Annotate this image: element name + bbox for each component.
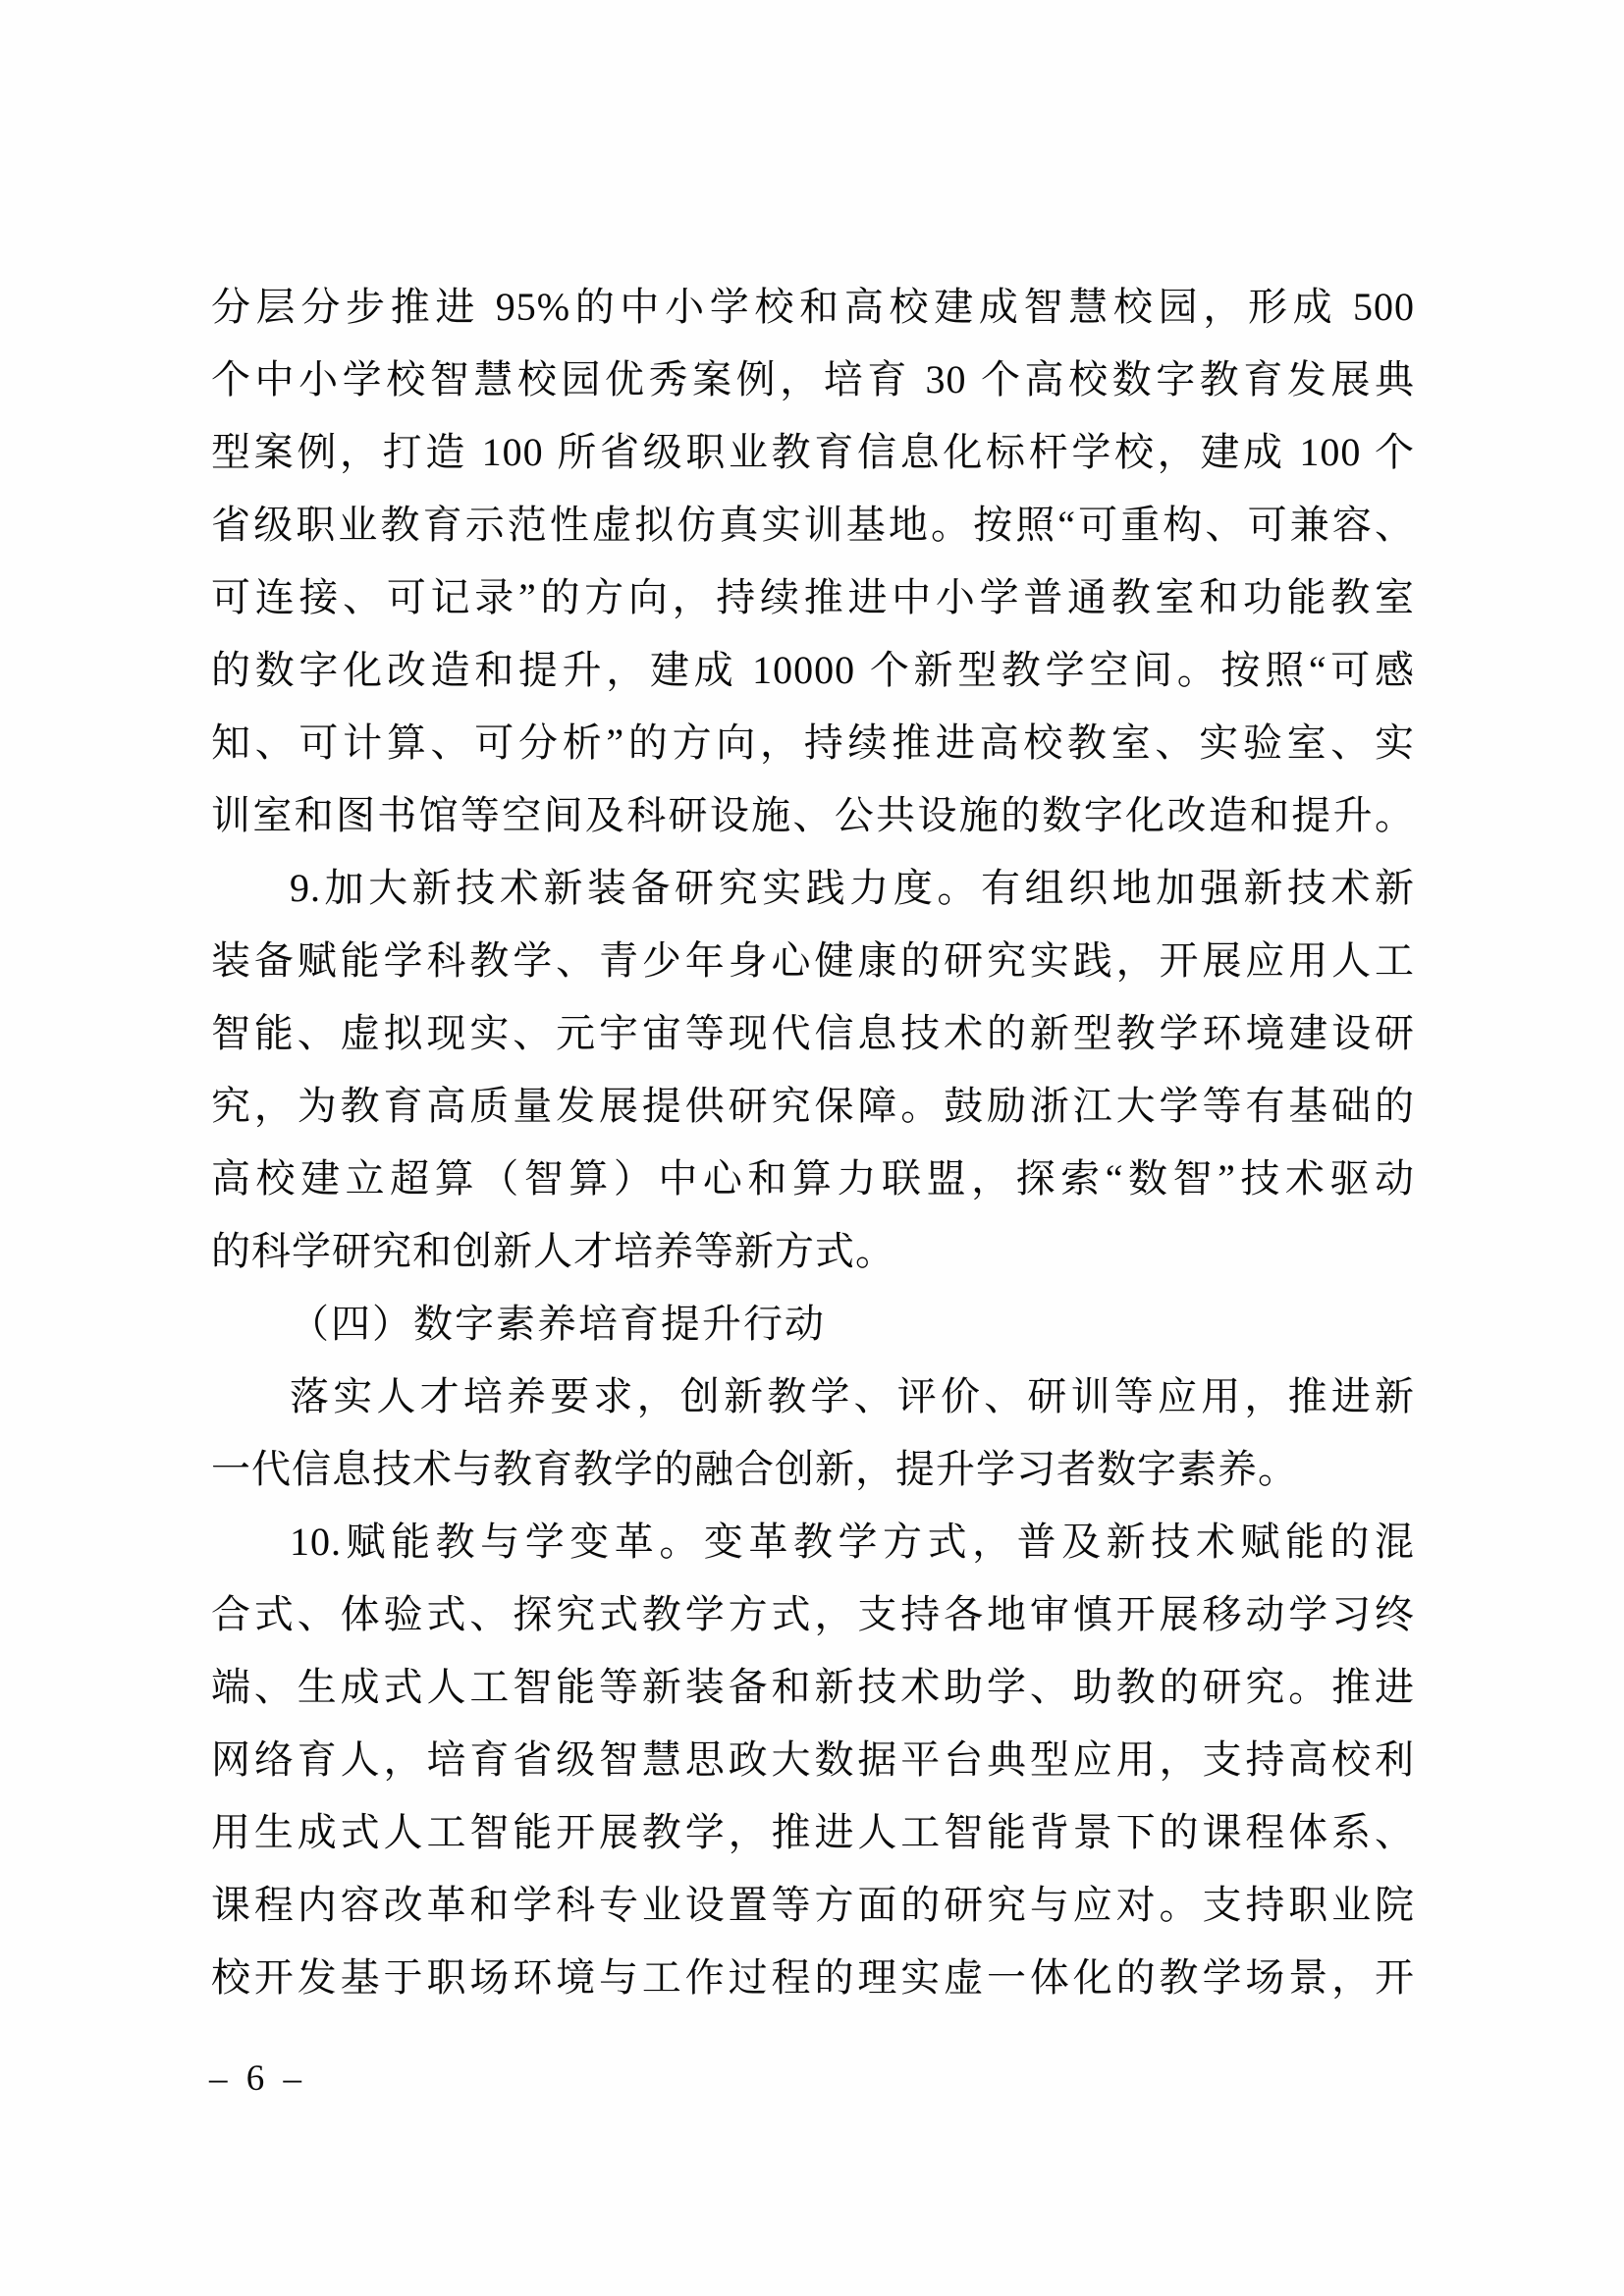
text-line: 校开发基于职场环境与工作过程的理实虚一体化的教学场景，开 xyxy=(211,1955,1415,2000)
text-line: 课程内容改革和学科专业设置等方面的研究与应对。支持职业院 xyxy=(211,1883,1415,1927)
text-line: 究，为教育高质量发展提供研究保障。鼓励浙江大学等有基础的 xyxy=(211,1084,1415,1128)
text-line: 一代信息技术与教育教学的融合创新，提升学习者数字素养。 xyxy=(211,1447,1298,1491)
text-line: 10.赋能教与学变革。变革教学方式，普及新技术赋能的混 xyxy=(290,1520,1415,1564)
text-line: 9.加大新技术新装备研究实践力度。有组织地加强新技术新 xyxy=(290,866,1415,910)
text-line: 个中小学校智慧校园优秀案例，培育 30 个高校数字教育发展典 xyxy=(211,357,1415,401)
text-line: 落实人才培养要求，创新教学、评价、研训等应用，推进新 xyxy=(290,1374,1415,1418)
text-line: 的数字化改造和提升，建成 10000 个新型教学空间。按照“可感 xyxy=(211,648,1415,692)
text-line: 智能、虚拟现实、元宇宙等现代信息技术的新型教学环境建设研 xyxy=(211,1011,1415,1055)
text-line: 合式、体验式、探究式教学方式，支持各地审慎开展移动学习终 xyxy=(211,1592,1415,1636)
text-line: 知、可计算、可分析”的方向，持续推进高校教室、实验室、实 xyxy=(211,721,1415,765)
text-line: 分层分步推进 95%的中小学校和高校建成智慧校园，形成 500 xyxy=(211,285,1415,329)
text-line: 省级职业教育示范性虚拟仿真实训基地。按照“可重构、可兼容、 xyxy=(211,503,1415,547)
text-line: 高校建立超算（智算）中心和算力联盟，探索“数智”技术驱动 xyxy=(211,1156,1415,1201)
text-line: 端、生成式人工智能等新装备和新技术助学、助教的研究。推进 xyxy=(211,1665,1415,1709)
text-line: 的科学研究和创新人才培养等新方式。 xyxy=(211,1229,895,1273)
text-line: 型案例，打造 100 所省级职业教育信息化标杆学校，建成 100 个 xyxy=(211,430,1415,474)
text-line: 装备赋能学科教学、青少年身心健康的研究实践，开展应用人工 xyxy=(211,938,1415,983)
section-heading-line: （四）数字素养培育提升行动 xyxy=(290,1302,826,1346)
document-body xyxy=(211,271,1415,2014)
page-number: – 6 – xyxy=(209,2058,306,2099)
text-line: 用生成式人工智能开展教学，推进人工智能背景下的课程体系、 xyxy=(211,1810,1415,1854)
text-line: 训室和图书馆等空间及科研设施、公共设施的数字化改造和提升。 xyxy=(211,793,1415,837)
text-line: 可连接、可记录”的方向，持续推进中小学普通教室和功能教室 xyxy=(211,575,1415,619)
text-line: 网络育人，培育省级智慧思政大数据平台典型应用，支持高校利 xyxy=(211,1737,1415,1782)
